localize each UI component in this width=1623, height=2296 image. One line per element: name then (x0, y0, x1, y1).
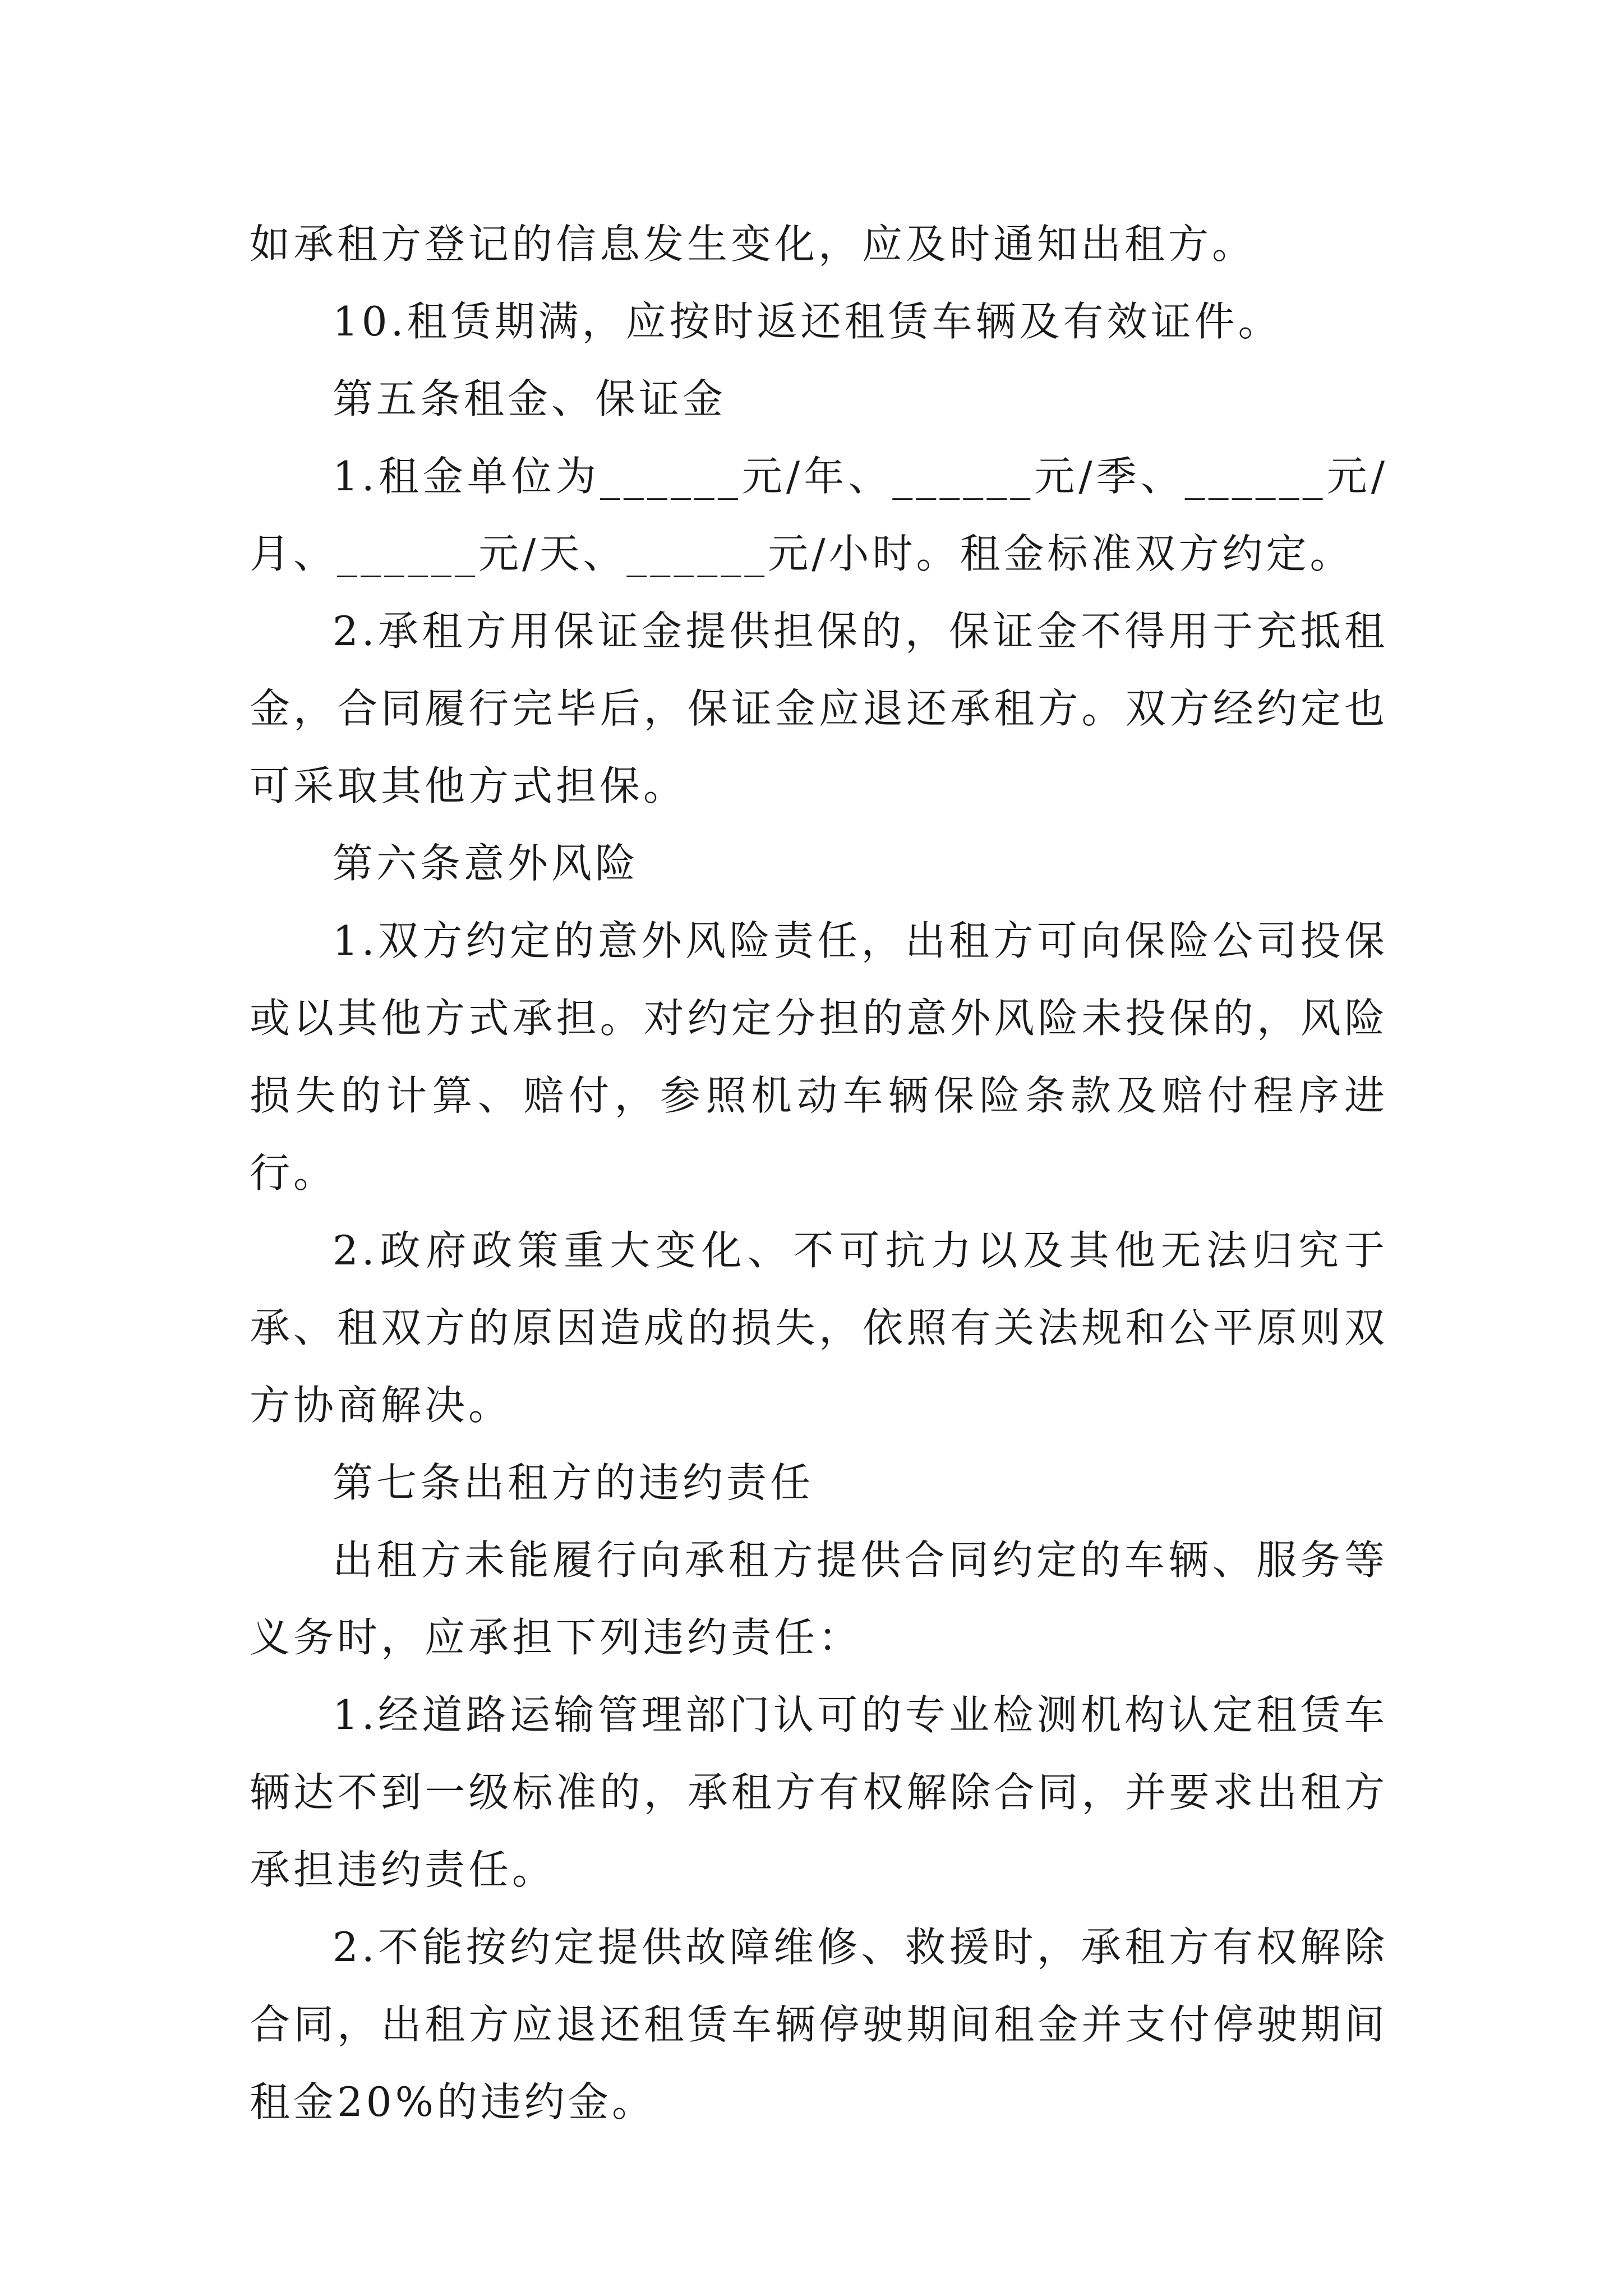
paragraph: 如承租方登记的信息发生变化，应及时通知出租方。 (250, 220, 1256, 268)
paragraph: 1.双方约定的意外风险责任，出租方可向保险公司投保或以其他方式承担。对约定分担的意外风险未投保的，风险损失的计算、赔付，参照机动车辆保险条款及赔付程序进行。 (250, 917, 1388, 1197)
document-body (250, 205, 1388, 2141)
paragraph: 1.经道路运输管理部门认可的专业检测机构认定租赁车辆达不到一级标准的，承租方有权解除合同，并要求出租方承担违约责任。 (250, 1691, 1388, 1893)
paragraph: 1.租金单位为______元/年、______元/季、______元/月、______元/天、______元/小时。租金标准双方约定。 (250, 453, 1388, 577)
section-heading: 第六条意外风险 (333, 840, 639, 887)
paragraph: 10.租赁期满，应按时返还租赁车辆及有效证件。 (333, 298, 1282, 345)
section-heading: 第五条租金、保证金 (333, 375, 727, 422)
section-heading: 第七条出租方的违约责任 (333, 1459, 814, 1506)
paragraph: 2.不能按约定提供故障维修、救援时，承租方有权解除合同，出租方应退还租赁车辆停驶期间租金并支付停驶期间租金20%的违约金。 (250, 1924, 1388, 2125)
paragraph: 2.承租方用保证金提供担保的，保证金不得用于充抵租金，合同履行完毕后，保证金应退还承租方。双方经约定也可采取其他方式担保。 (250, 608, 1388, 809)
paragraph: 出租方未能履行向承租方提供合同约定的车辆、服务等义务时，应承担下列违约责任： (250, 1536, 1388, 1661)
paragraph: 2.政府政策重大变化、不可抗力以及其他无法归究于承、租双方的原因造成的损失，依照有关法规和公平原则双方协商解决。 (250, 1227, 1388, 1429)
